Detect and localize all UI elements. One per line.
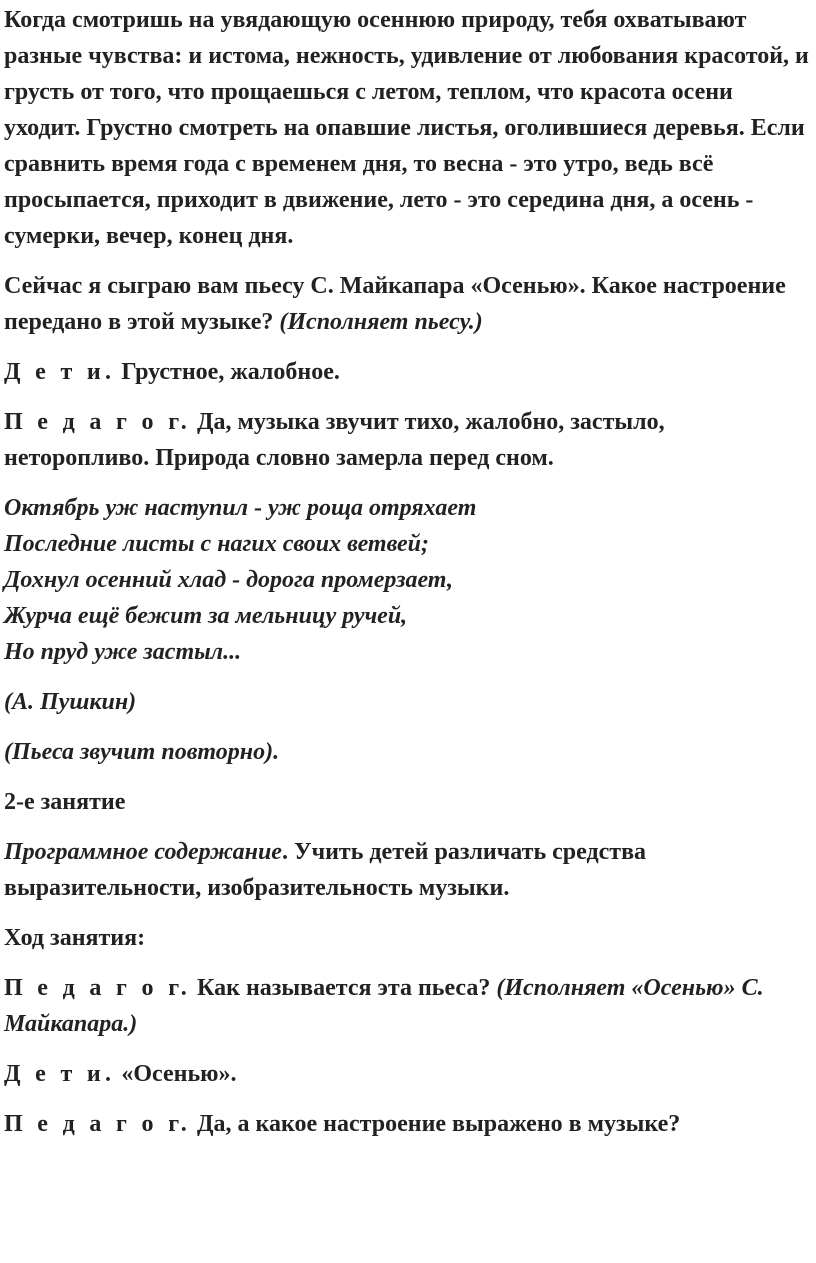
teacher-question-paragraph <box>4 268 812 340</box>
repeat-note: (Пьеса звучит повторно). <box>4 739 280 765</box>
question-text: Как называется эта пьеса? <box>197 975 491 1001</box>
poem-block <box>4 490 812 670</box>
poem-line: Октябрь уж наступил - уж роща отряхает <box>4 495 477 521</box>
speaker-label: П е д а г о г. <box>4 1111 192 1137</box>
intro-paragraph: Когда смотришь на увядающую осеннюю природу, тебя охватывают разные чувства: и истома, нежность, удивление от любования красотой, и грусть от того, что прощаешься с летом, теплом, что красота осени уходит. Грустно смотреть на опавшие листья, оголившиеся деревья. Если сравнить время года с временем дня, то весна - это утро, ведь всё просыпается, приходит в движение, лето - это середина дня, а осень - сумерки, вечер, конец дня. <box>4 7 809 249</box>
program-content-label: Программное содержание <box>4 839 282 865</box>
poem-author: (А. Пушкин) <box>4 689 137 715</box>
program-content-text: . Учить детей различать средства выразительности, изобразительность музыки. <box>4 839 647 901</box>
reply-text: «Осенью». <box>121 1061 237 1087</box>
teacher-question-3-paragraph <box>4 1106 812 1142</box>
teacher-question-2-paragraph <box>4 970 812 1042</box>
stage-direction: (Исполняет «Осенью» С. Майкапара.) <box>4 975 764 1037</box>
program-content-paragraph <box>4 834 812 906</box>
speaker-label: П е д а г о г. <box>4 975 192 1001</box>
teacher-reply-paragraph <box>4 404 812 476</box>
lesson-flow-heading: Ход занятия: <box>4 925 146 951</box>
question-text: Сейчас я сыграю вам пьесу С. Майкапара «Осенью». Какое настроение передано в этой музыке? <box>4 273 786 335</box>
question-text: Да, а какое настроение выражено в музыке? <box>197 1111 681 1137</box>
speaker-label: Д е т и. <box>4 359 116 385</box>
poem-line: Но пруд уже застыл... <box>4 639 242 665</box>
children-reply-paragraph <box>4 354 812 390</box>
reply-text: Грустное, жалобное. <box>121 359 340 385</box>
reply-text: Да, музыка звучит тихо, жалобно, застыло, неторопливо. Природа словно замерла перед сном. <box>4 409 665 471</box>
stage-direction: (Исполняет пьесу.) <box>279 309 483 335</box>
poem-line: Дохнул осенний хлад - дорога промерзает, <box>4 567 454 593</box>
speaker-label: Д е т и. <box>4 1061 116 1087</box>
children-reply-2-paragraph <box>4 1056 812 1092</box>
lesson-2-heading: 2-е занятие <box>4 789 126 815</box>
poem-line: Журча ещё бежит за мельницу ручей, <box>4 603 408 629</box>
poem-line: Последние листы с нагих своих ветвей; <box>4 531 430 557</box>
speaker-label: П е д а г о г. <box>4 409 192 435</box>
